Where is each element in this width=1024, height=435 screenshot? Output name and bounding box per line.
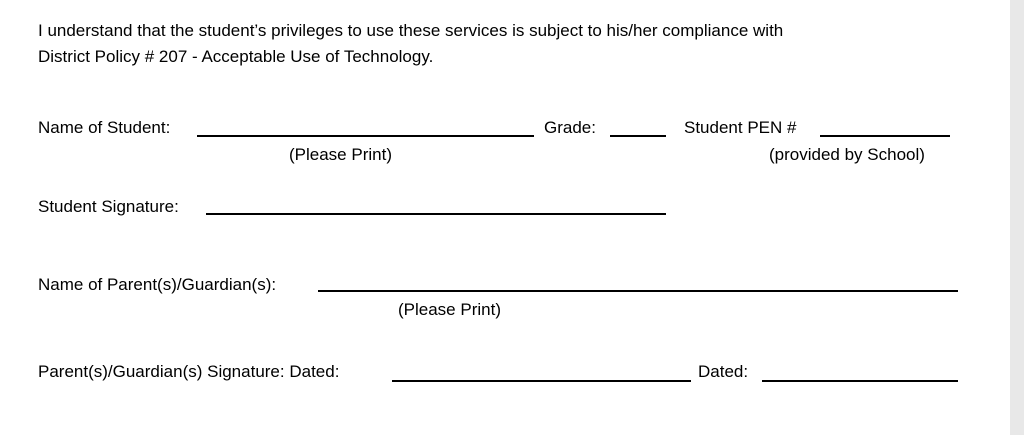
grade-label: Grade: (544, 118, 596, 137)
dated-label: Dated: (698, 362, 749, 381)
intro-line-2: District Policy # 207 - Acceptable Use of Technology. (38, 47, 434, 66)
student-signature-field[interactable] (206, 213, 666, 215)
dated-field[interactable] (762, 380, 958, 382)
parent-name-label: Name of Parent(s)/Guardian(s): (38, 275, 277, 294)
intro-line-1: I understand that the student’s privileges to use these services is subject to his/her compliance with (38, 21, 784, 40)
parent-signature-field[interactable] (392, 380, 691, 382)
student-name-hint: (Please Print) (289, 145, 392, 164)
student-name-field[interactable] (197, 135, 534, 137)
student-pen-hint: (provided by School) (769, 145, 925, 164)
student-signature-label: Student Signature: (38, 197, 179, 216)
parent-name-hint: (Please Print) (398, 300, 501, 319)
student-name-label: Name of Student: (38, 118, 171, 137)
parent-signature-label: Parent(s)/Guardian(s) Signature: Dated: (38, 362, 340, 381)
student-pen-field[interactable] (820, 135, 950, 137)
scrollbar-track[interactable] (1010, 0, 1024, 435)
student-pen-label: Student PEN # (684, 118, 797, 137)
grade-field[interactable] (610, 135, 666, 137)
parent-name-field[interactable] (318, 290, 958, 292)
